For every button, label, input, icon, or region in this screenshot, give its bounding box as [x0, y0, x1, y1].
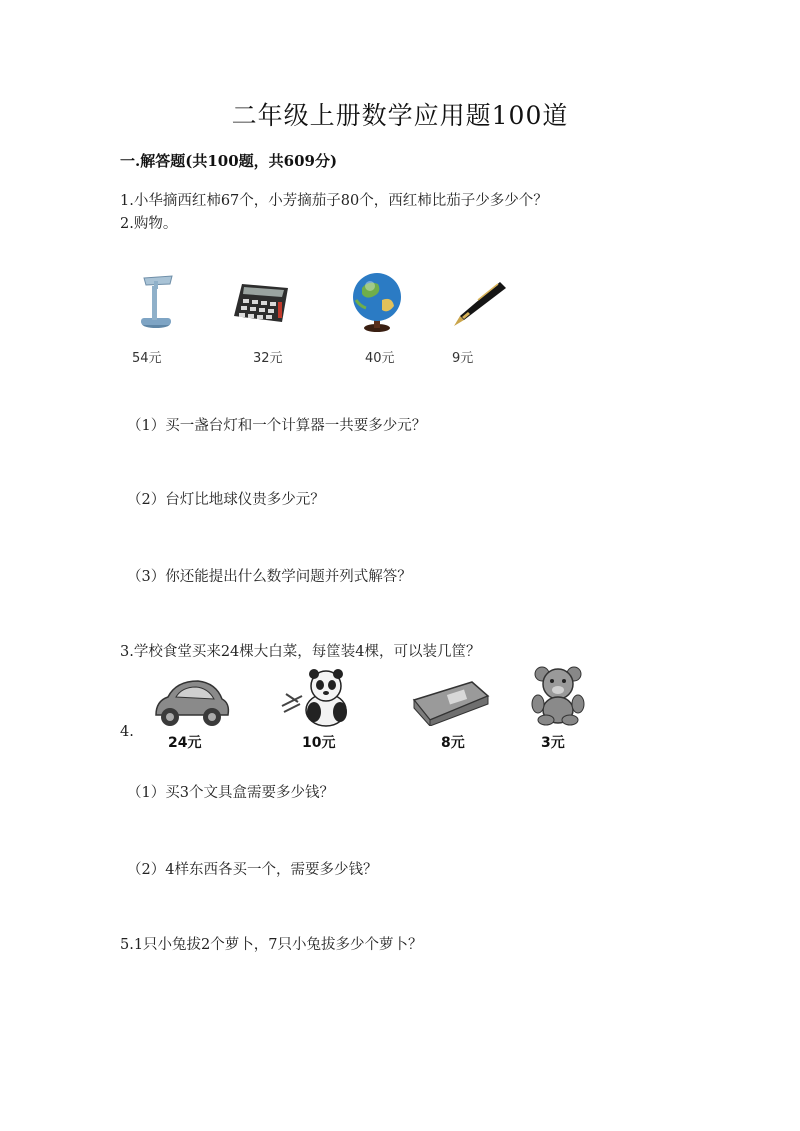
question-5: 5.1只小兔拔2个萝卜，7只小兔拔多少个萝卜？: [120, 937, 423, 953]
globe-icon: [348, 270, 406, 334]
panda-icon: [280, 666, 354, 728]
question-4-number: 4.: [120, 724, 134, 740]
question-2-sub-2: （2）台灯比地球仪贵多少元？: [127, 492, 325, 508]
teddy-bear-icon: [530, 664, 586, 726]
price-pencil-box: 8元: [441, 735, 465, 751]
question-2: 2.购物。: [120, 216, 178, 232]
price-toy-car: 24元: [168, 735, 202, 751]
price-teddy-bear: 3元: [541, 735, 565, 751]
price-calculator: 32元: [253, 351, 283, 366]
calculator-icon: [230, 280, 292, 326]
toy-car-icon: [150, 675, 232, 731]
question-4-sub-1: （1）买3个文具盒需要多少钱？: [127, 785, 334, 801]
price-pen: 9元: [452, 351, 474, 366]
question-3: 3.学校食堂买来24棵大白菜，每筐装4棵，可以装几筐？: [120, 644, 481, 660]
question-1: 1.小华摘西红柿67个，小芳摘茄子80个，西红柿比茄子少多少个？: [120, 193, 548, 209]
pen-icon: [448, 276, 510, 332]
price-globe: 40元: [365, 351, 395, 366]
price-lamp: 54元: [132, 351, 162, 366]
desk-lamp-icon: [132, 272, 178, 330]
pencil-box-icon: [410, 680, 492, 726]
page-title: 二年级上册数学应用题100道: [231, 101, 569, 130]
question-2-sub-3: （3）你还能提出什么数学问题并列式解答？: [127, 569, 412, 585]
question-2-sub-1: （1）买一盏台灯和一个计算器一共要多少元？: [127, 418, 427, 434]
question-4-sub-2: （2）4样东西各买一个，需要多少钱？: [127, 862, 378, 878]
section-heading: 一.解答题(共100题，共609分): [120, 152, 338, 170]
price-panda: 10元: [302, 735, 336, 751]
